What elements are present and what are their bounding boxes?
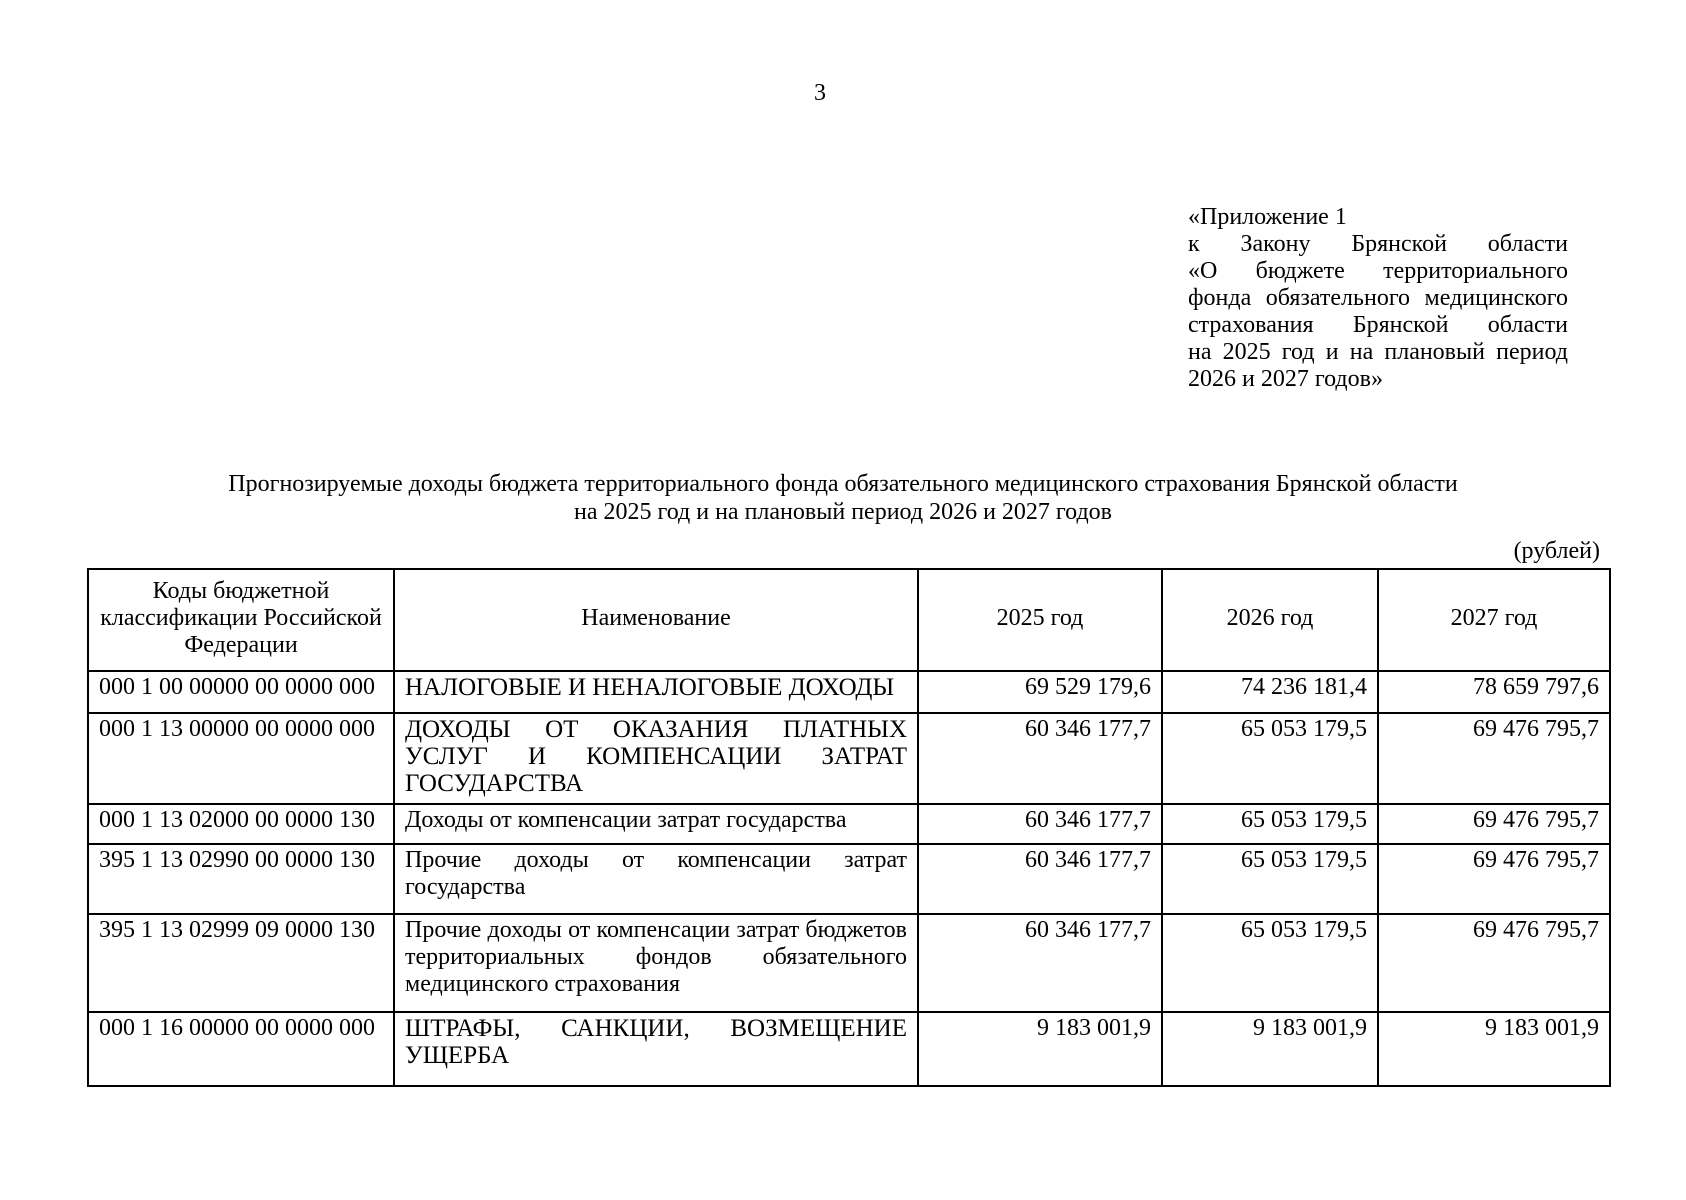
budget-code: 000 1 13 00000 00 0000 000 [88,713,394,804]
appendix-line: «О бюджете территориального [1188,258,1568,284]
income-name: Доходы от компенсации затрат государства [394,804,918,844]
appendix-line: «Приложение 1 [1188,204,1347,230]
value-2026: 65 053 179,5 [1162,914,1378,1012]
table-row [88,804,1610,844]
value-2027: 69 476 795,7 [1378,914,1610,1012]
value-2026: 9 183 001,9 [1162,1012,1378,1086]
value-2025: 60 346 177,7 [918,804,1162,844]
budget-code: 000 1 00 00000 00 0000 000 [88,671,394,713]
header-2025: 2025 год [918,569,1162,671]
value-2025: 60 346 177,7 [918,914,1162,1012]
table-row [88,844,1610,914]
table-row [88,1012,1610,1086]
budget-code: 395 1 13 02999 09 0000 130 [88,914,394,1012]
budget-code: 000 1 13 02000 00 0000 130 [88,804,394,844]
value-2025: 9 183 001,9 [918,1012,1162,1086]
header-2027: 2027 год [1378,569,1610,671]
income-name: ШТРАФЫ, САНКЦИИ, ВОЗМЕЩЕНИЕ УЩЕРБА [394,1012,918,1086]
value-2025: 60 346 177,7 [918,844,1162,914]
table-row [88,914,1610,1012]
table-row [88,713,1610,804]
value-2026: 65 053 179,5 [1162,713,1378,804]
document-title-line-2: на 2025 год и на плановый период 2026 и 2027 годов [573,499,1113,525]
income-name: ДОХОДЫ ОТ ОКАЗАНИЯ ПЛАТНЫХ УСЛУГ И КОМПЕНСАЦИИ ЗАТРАТ ГОСУДАРСТВА [394,713,918,804]
value-2026: 74 236 181,4 [1162,671,1378,713]
income-name: Прочие доходы от компенсации затрат бюджетов территориальных фондов обязательного медицинского страхования [394,914,918,1012]
header-name: Наименование [394,569,918,671]
income-table [87,568,1611,1087]
value-2026: 65 053 179,5 [1162,844,1378,914]
table-row [88,671,1610,713]
value-2027: 78 659 797,6 [1378,671,1610,713]
document-title-line-1: Прогнозируемые доходы бюджета территориального фонда обязательного медицинского страхования Брянской области [228,471,1458,497]
value-2027: 69 476 795,7 [1378,804,1610,844]
table-header-row [88,569,1610,671]
value-2027: 69 476 795,7 [1378,844,1610,914]
budget-code: 395 1 13 02990 00 0000 130 [88,844,394,914]
value-2025: 69 529 179,6 [918,671,1162,713]
header-2026: 2026 год [1162,569,1378,671]
value-2025: 60 346 177,7 [918,713,1162,804]
appendix-line: фонда обязательного медицинского [1188,285,1568,311]
document-title [0,470,1686,526]
value-2027: 9 183 001,9 [1378,1012,1610,1086]
budget-code: 000 1 16 00000 00 0000 000 [88,1012,394,1086]
page-number: 3 [814,80,826,106]
appendix-line: к Закону Брянской области [1188,231,1568,257]
appendix-line: страхования Брянской области [1188,312,1568,338]
value-2027: 69 476 795,7 [1378,713,1610,804]
units-label: (рублей) [1513,538,1600,564]
income-name: НАЛОГОВЫЕ И НЕНАЛОГОВЫЕ ДОХОДЫ [394,671,918,713]
appendix-reference [1188,204,1568,393]
appendix-line: 2026 и 2027 годов» [1188,366,1383,392]
header-codes: Коды бюджетной классификации Российской Федерации [88,569,394,671]
appendix-line: на 2025 год и на плановый период [1188,339,1568,365]
income-name: Прочие доходы от компенсации затрат государства [394,844,918,914]
value-2026: 65 053 179,5 [1162,804,1378,844]
